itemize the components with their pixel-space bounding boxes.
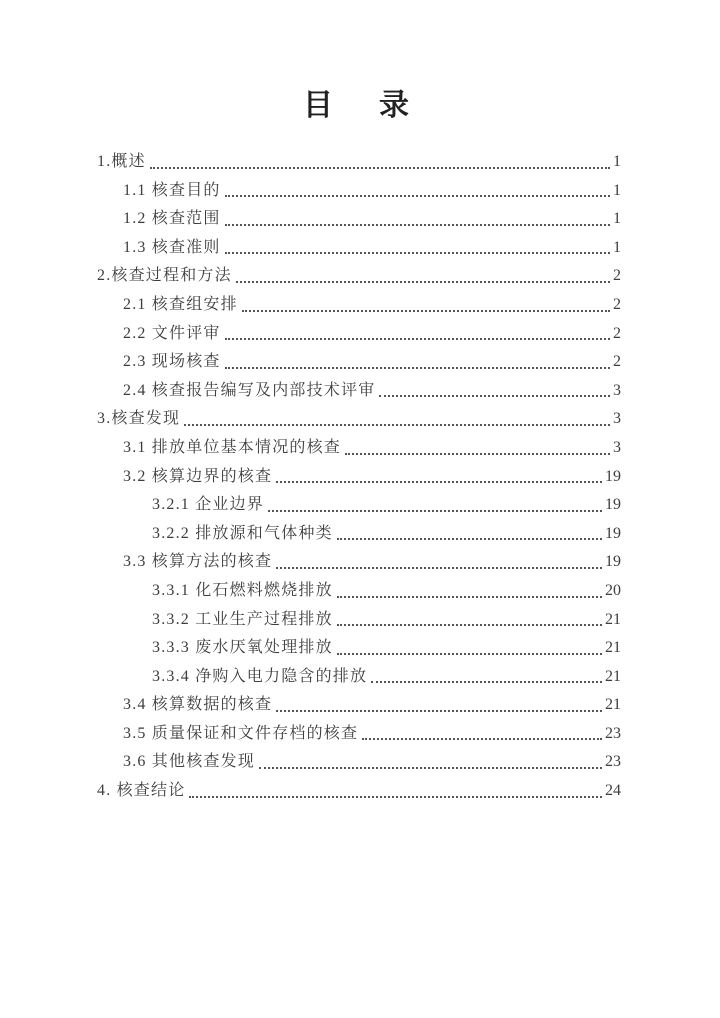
toc-entry — [97, 234, 621, 263]
toc-entry-label: 3.3 核算方法的核查 — [123, 553, 273, 571]
toc-entry-label: 4. 核查结论 — [97, 782, 186, 800]
toc-entry-page: 1 — [613, 181, 621, 199]
toc-entry-label: 1.概述 — [97, 153, 146, 170]
leader-dots — [225, 338, 610, 340]
toc-entry — [97, 463, 621, 492]
toc-entry — [97, 405, 621, 434]
leader-dots — [337, 596, 602, 598]
toc-entry-label: 3.3.3 废水厌氧处理排放 — [152, 639, 333, 657]
toc-entry — [97, 320, 621, 349]
toc-entry-page: 21 — [605, 610, 621, 628]
toc-entry — [97, 520, 621, 549]
toc-entry-label: 1.2 核查范围 — [123, 210, 221, 228]
toc-entry — [97, 291, 621, 320]
toc-entry-label: 1.3 核查准则 — [123, 238, 221, 256]
toc-entry-label: 3.1 排放单位基本情况的核查 — [123, 438, 342, 456]
toc-entry — [97, 577, 621, 606]
toc-entry-label: 3.3.2 工业生产过程排放 — [152, 610, 333, 628]
toc-entry-page: 1 — [613, 210, 621, 228]
leader-dots — [225, 367, 610, 369]
toc-entry-label: 3.2.2 排放源和气体种类 — [152, 524, 333, 542]
toc-entry-page: 23 — [605, 753, 621, 771]
toc-entry-page: 2 — [613, 353, 621, 371]
leader-dots — [225, 252, 610, 254]
toc-entry-page: 21 — [605, 667, 621, 685]
leader-dots — [184, 424, 610, 426]
toc-entry-label: 3.4 核算数据的核查 — [123, 696, 273, 714]
toc-entry-label: 2.3 现场核查 — [123, 353, 221, 371]
leader-dots — [189, 796, 602, 798]
leader-dots — [225, 224, 610, 226]
leader-dots — [259, 767, 602, 769]
toc-entry — [97, 720, 621, 749]
leader-dots — [150, 167, 610, 169]
toc-entry-page: 20 — [605, 581, 621, 599]
toc-entry-label: 2.1 核查组安排 — [123, 295, 238, 313]
leader-dots — [276, 710, 602, 712]
toc-entry-page: 2 — [613, 267, 621, 285]
toc-entry — [97, 491, 621, 520]
toc-entry — [97, 777, 621, 806]
toc-entry-page: 24 — [605, 782, 621, 800]
toc-entry — [97, 377, 621, 406]
toc-entry — [97, 348, 621, 377]
toc-entry — [97, 205, 621, 234]
toc-entry-label: 2.核查过程和方法 — [97, 267, 232, 285]
toc-entry — [97, 606, 621, 635]
leader-dots — [225, 195, 610, 197]
toc-entry — [97, 262, 621, 291]
toc-entry-page: 1 — [613, 153, 621, 170]
toc-entry-label: 3.3.1 化石燃料燃烧排放 — [152, 581, 333, 599]
leader-dots — [276, 567, 602, 569]
leader-dots — [337, 624, 602, 626]
leader-dots — [337, 538, 602, 540]
toc-entry-page: 19 — [605, 553, 621, 571]
toc-entry-page: 21 — [605, 639, 621, 657]
leader-dots — [345, 453, 610, 455]
leader-dots — [337, 653, 602, 655]
toc-entry-page: 2 — [613, 324, 621, 342]
toc-entry-label: 3.3.4 净购入电力隐含的排放 — [152, 667, 368, 685]
toc-entry-page: 2 — [613, 295, 621, 313]
leader-dots — [242, 310, 610, 312]
toc-entry-page: 3 — [613, 410, 621, 428]
toc-entry — [97, 148, 621, 177]
toc-entry — [97, 177, 621, 206]
toc-entry — [97, 634, 621, 663]
toc-entry — [97, 748, 621, 777]
page-title: 目 录 — [303, 89, 417, 122]
toc-entry-page: 19 — [605, 524, 621, 542]
toc-entry — [97, 434, 621, 463]
toc-entry — [97, 691, 621, 720]
toc-entry — [97, 548, 621, 577]
leader-dots — [371, 681, 602, 683]
toc-entry-label: 3.核查发现 — [97, 410, 181, 428]
toc-entry-page: 21 — [605, 696, 621, 714]
toc-entry-label: 3.5 质量保证和文件存档的核查 — [123, 724, 359, 742]
leader-dots — [236, 281, 610, 283]
toc-entry-page: 1 — [613, 238, 621, 256]
toc-entry-page: 23 — [605, 724, 621, 742]
toc-entry-page: 3 — [613, 381, 621, 399]
toc-entry-label: 3.2 核算边界的核查 — [123, 467, 273, 485]
leader-dots — [276, 481, 602, 483]
toc-entry-label: 3.6 其他核查发现 — [123, 753, 256, 771]
toc-entry-label: 3.2.1 企业边界 — [152, 496, 265, 514]
toc-entry-label: 2.4 核查报告编写及内部技术评审 — [123, 381, 376, 399]
toc-entry-page: 3 — [613, 438, 621, 456]
table-of-contents — [97, 148, 621, 806]
leader-dots — [362, 738, 602, 740]
toc-entry-page: 19 — [605, 467, 621, 485]
toc-entry-label: 2.2 文件评审 — [123, 324, 221, 342]
toc-entry — [97, 663, 621, 692]
toc-entry-label: 1.1 核查目的 — [123, 181, 221, 199]
leader-dots — [268, 510, 602, 512]
toc-entry-page: 19 — [605, 496, 621, 514]
leader-dots — [379, 395, 610, 397]
